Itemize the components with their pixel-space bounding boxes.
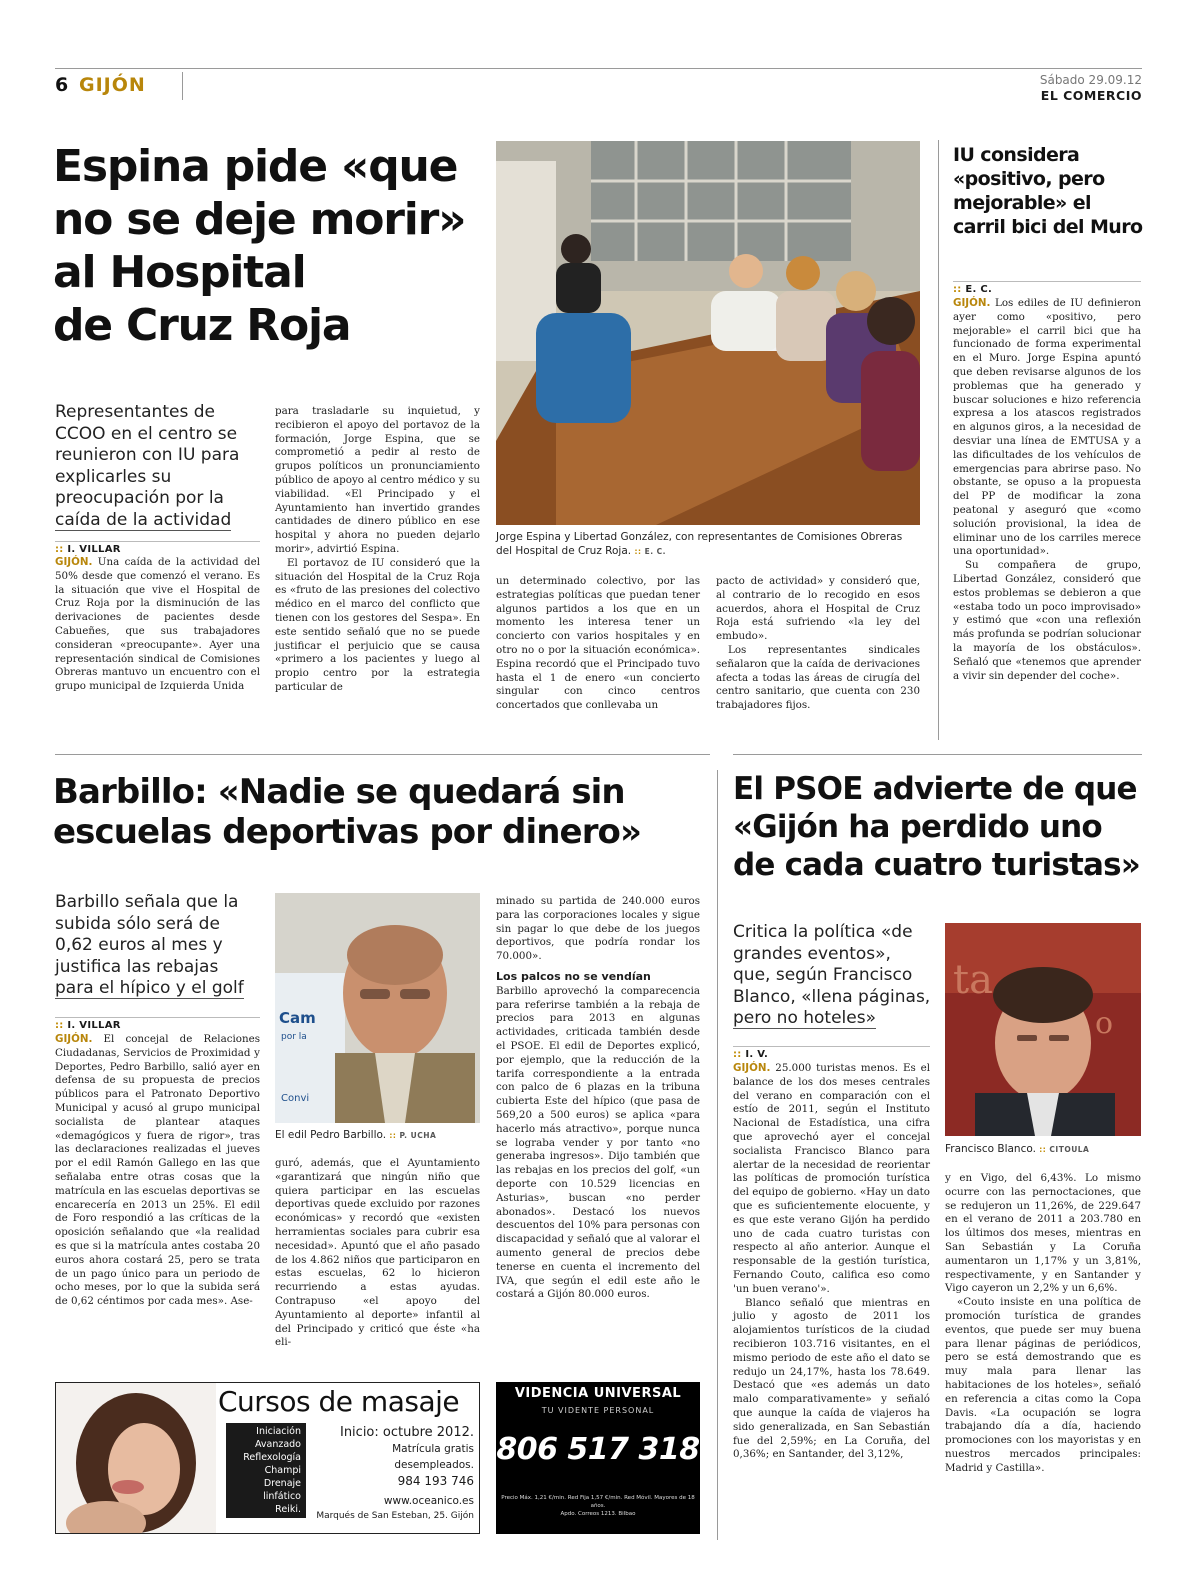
headline-line: de cada cuatro turistas» bbox=[733, 847, 1141, 883]
subhead-line: Blanco, «llena páginas, bbox=[733, 986, 931, 1007]
top-rule bbox=[55, 68, 1142, 69]
paragraph: Barbillo aprovechó la comparecencia para referirse también a la rebaja de precios para 2013 en algunas actividades, criticada también desde el PSOE. El edil de Deportes explicó, por ejemplo, que la reducción de la tarifa correspondiente a la entrada con palco de 6 plazas en la tribuna cubierta Este del hípico (que pasa de 569,20 a 500 euros) se aplica «para hacerlo más atractivo», porque nunca se lograba vender y por tanto «no generaba ingresos». Dijo también que las rebajas en los precios del golf, «un deporte con 10.529 licencias en Asturias», buscan «no perder abonados». Destacó los nuevos descuentos del 10% para personas con discapacidad y señaló que al valorar el aumento general de precios debe tenerse en cuenta el incremento del IVA, que según el edil este año le costará a Gijón 80.000 euros. bbox=[496, 984, 700, 1301]
paragraph: un determinado colectivo, por las estrategias políticas que puedan tener algunos partidos a los que en un momento les interesa tener un concierto con varios hospitales y en otro no o por la situación económica». Espina recordó que el Principado tuvo hasta el 1 de enero «un concierto singular con cinco centros concertados que conllevaba un bbox=[496, 575, 700, 712]
paragraph: Blanco señaló que mientras en julio y agosto de 2011 los alojamientos turísticos de la ciudad recibieron 103.716 visitantes, en el mismo periodo de este año el dato se redujo un 24,17%, hasta los 78.649. Destacó que «es además un dato malo comparativamente» y señaló que aunque la caída de viajeros ha sido generalizada, en San Sebastián fue del 2,59%; en La Coruña, del 0,36%; en Santander, del 3,12%, bbox=[733, 1296, 930, 1461]
body-text: 25.000 turistas menos. Es el balance de los dos meses centrales del verano en comparación con el estío de 2011, según el Instituto Nacional de Estadística, una cifra que aprovechó ayer el concejal socialista Francisco Blanco para alertar de la necesidad de reorientar las políticas de promoción turística del equipo de gobierno. «Hay un dato que es suficientemente elocuente, y es que este verano Gijón ha perdido uno de cada cuatro turistas con respecto al año anterior. Aunque el responsable de la gestión turística, Fernando Couto, califica eso como 'un buen verano'». bbox=[733, 1062, 930, 1295]
article4-subhead bbox=[733, 922, 933, 1030]
paragraph: «Couto insiste en una política de promoción turística de grandes eventos, que puede ser muy buena para llenar páginas de periódicos, pero se está demostrando que es muy mala para llenar las habitaciones de los hoteles», señaló en referencia a citas como la Copa Davis. «La ocupación se logra trabajando día a día, haciendo promociones con los mayoristas y en nuestros mercados principales: Madrid y Castilla». bbox=[945, 1296, 1141, 1474]
course-item: Drenaje linfático bbox=[263, 1478, 301, 1502]
article1-col1 bbox=[55, 556, 260, 694]
caption-text: Francisco Blanco. bbox=[945, 1143, 1036, 1155]
article1-photo-caption bbox=[496, 530, 920, 559]
course-item: Reflexología bbox=[243, 1452, 301, 1463]
paragraph: El portavoz de IU consideró que la situación del Hospital de la Cruz Roja es «fruto de las presiones del colectivo médico en el marco del conflicto que tienen con los gestores del Sespa». En este sentido señaló que no se puede justificar el perjuicio que se causa «primero a los pacientes y luego al propio centro por la estrategia particular de bbox=[275, 556, 480, 693]
subhead-line bbox=[55, 510, 260, 532]
course-item: Reiki. bbox=[275, 1504, 301, 1515]
article1-headline bbox=[53, 140, 465, 352]
credit-name: E. C. bbox=[644, 547, 667, 556]
article1-col3 bbox=[496, 575, 700, 713]
dateline: GIJÓN. bbox=[953, 297, 991, 309]
article4-byline: :: I. V. bbox=[733, 1046, 930, 1060]
headline-line: El PSOE advierte de que bbox=[733, 771, 1137, 807]
subhead-line: grandes eventos», bbox=[733, 943, 891, 964]
course-item: Champi bbox=[264, 1465, 301, 1476]
ad-address: Marqués de San Esteban, 25. Gijón bbox=[316, 1511, 474, 1521]
page-number: 6 bbox=[55, 74, 69, 96]
paragraph: y en Vigo, del 6,43%. Lo mismo ocurre con las pernoctaciones, que se redujeron un 11,26%, de 229.647 en el verano de 2011 a 203.780 en los últimos dos meses, mientras en San Sebastián y La Coruña aumentaron un 1,17% y un 3,81%, respectivamente, y en Santander y Vigo cayeron un 2,2% y un 6,6%. bbox=[945, 1172, 1141, 1295]
headline-line: «positivo, pero bbox=[953, 168, 1105, 190]
publication-name: EL COMERCIO bbox=[1040, 88, 1142, 103]
article2-body bbox=[953, 297, 1141, 683]
page-date: Sábado 29.09.12 bbox=[1039, 73, 1142, 87]
headline-line: al Hospital bbox=[53, 247, 306, 298]
headline-line: escuelas deportivas por dinero» bbox=[53, 812, 642, 852]
paragraph: Su compañera de grupo, Libertad González, consideró que estos problemas se debieron a que «estaba todo un poco improvisado» y estimó que «con una reflexión más profunda se podrían solucionar la mayoría de los obstáculos». Señaló que «tenemos que aprender a vivir sin depender del coche». bbox=[953, 559, 1141, 682]
article3-col1 bbox=[55, 1033, 260, 1309]
ad-promo: Matrícula gratis desempleados. bbox=[392, 1443, 474, 1471]
headline-line: no se deje morir» bbox=[53, 194, 466, 245]
article4-photo bbox=[945, 923, 1141, 1136]
ad-videncia-fineprint bbox=[500, 1494, 696, 1518]
article1-photo bbox=[496, 141, 920, 525]
article4-col2 bbox=[945, 1172, 1141, 1476]
headline-line: «Gijón ha perdido uno bbox=[733, 809, 1102, 845]
dateline: GIJÓN. bbox=[55, 556, 93, 568]
byline-name: E. C. bbox=[965, 284, 993, 295]
dateline: GIJÓN. bbox=[55, 1033, 93, 1045]
svg-text:Cam: Cam bbox=[279, 1009, 316, 1027]
subhead-underlined: pero no hoteles» bbox=[733, 1008, 876, 1028]
ad-videncia-subtitle: TU VIDENTE PERSONAL bbox=[541, 1406, 655, 1415]
photo-credit: :: P. UCHA bbox=[389, 1131, 437, 1140]
svg-text:o: o bbox=[1095, 1006, 1114, 1041]
photo-credit: :: CITOULA bbox=[1039, 1145, 1090, 1154]
ad-massage-title: Cursos de masaje bbox=[218, 1385, 460, 1418]
ad-videncia[interactable] bbox=[496, 1382, 700, 1534]
headline-line: mejorable» el bbox=[953, 192, 1091, 214]
paragraph: Los representantes sindicales señalaron que la caída de derivaciones afecta a todas las áreas de cirugía del centro sanitario, que cuenta con 230 trabajadores fijos. bbox=[716, 643, 920, 712]
byline-name: I. V. bbox=[745, 1049, 769, 1060]
subhead-line bbox=[733, 1008, 933, 1030]
headline-line: Barbillo: «Nadie se quedará sin bbox=[53, 772, 625, 812]
byline-name: I. VILLAR bbox=[67, 544, 121, 555]
ad-videncia-phone: 806 517 318 bbox=[496, 1432, 700, 1467]
body-text: Los ediles de IU definieron ayer como «positivo, pero mejorable» el carril bici que ha funcionado de forma experimental en el Muro. Jorge Espina apuntó que deben revisarse algunos de los problemas que ha generado y buscar soluciones e hizo referencia expresa a los atascos registrados en algunos giros, a la necesidad de desviar una línea de EMTUSA y a las dificultades de los vehículos de emergencias para abrirse paso. No obstante, se opuso a la propuesta del PP de modificar la zona peatonal y aseguró que «como solución provisional, la idea de eliminar uno de los carriles merece una oportunidad». bbox=[953, 297, 1141, 558]
paragraph: para trasladarle su inquietud, y recibieron el apoyo del portavoz de la formación, Jorge Espina, que se comprometió a pedir al resto de grupos políticos un pronunciamiento público de apoyo al centro médico y su viabilidad. «El Principado y el Ayuntamiento han invertido grandes cantidades de dinero público en ese hospital y ahora no pueden dejarlo morir», advirtió Espina. bbox=[275, 405, 480, 555]
article4-headline bbox=[733, 770, 1140, 884]
sidebar-divider bbox=[938, 140, 939, 740]
subhead-line: reunieron con IU para bbox=[55, 445, 240, 465]
article1-subhead bbox=[55, 402, 260, 531]
ad-massage-details bbox=[314, 1425, 474, 1509]
section-title: GIJÓN bbox=[79, 74, 146, 96]
ad-massage[interactable] bbox=[55, 1382, 480, 1534]
ad-website[interactable]: www.oceanico.es bbox=[383, 1495, 474, 1507]
credit-name: CITOULA bbox=[1049, 1145, 1090, 1154]
article1-col4 bbox=[716, 575, 920, 713]
subhead-line: 0,62 euros al mes y bbox=[55, 935, 223, 955]
article2-byline: :: E. C. bbox=[953, 281, 1141, 295]
ad-videncia-title: VIDENCIA UNIVERSAL bbox=[514, 1386, 682, 1401]
body-text: Una caída de la actividad del 50% desde que comenzó el verano. Es la situación que vive el Hospital de Cruz Roja por la disminución de las derivaciones de pacientes desde Cabueñes, que sus trabajadores consideran «preocupante». Ayer una representación sindical de Comisiones Obreras mantuvo un encuentro con el grupo municipal de Izquierda Unida bbox=[55, 556, 260, 693]
headline-line: de Cruz Roja bbox=[53, 300, 351, 351]
article3-photo-caption bbox=[275, 1128, 480, 1143]
paragraph: guró, además, que el Ayuntamiento «garantizará que ningún niño que quiera participar en las escuelas deportivas quede excluido por razones económicas» y recordó que «existen herramientas sociales para cubrir esa necesidad». Apuntó que el año pasado de los 4.862 niños que participaron en estas escuelas, 62 lo hicieron recurriendo a estas ayudas. Contrapuso «el apoyo del Ayuntamiento al deporte» infantil al del Principado y criticó que éste «ha eli- bbox=[275, 1157, 480, 1349]
credit-name: P. UCHA bbox=[399, 1131, 437, 1140]
caption-text: Jorge Espina y Libertad González, con representantes de Comisiones Obreras del Hospital de Cruz Roja. bbox=[496, 531, 903, 557]
dateline: GIJÓN. bbox=[733, 1062, 771, 1074]
headline-line: carril bici del Muro bbox=[953, 216, 1143, 238]
course-item: Avanzado bbox=[254, 1439, 301, 1450]
svg-text:Convi: Convi bbox=[281, 1093, 310, 1104]
article3-col2 bbox=[275, 1157, 480, 1350]
subhead-underlined: para el hípico y el golf bbox=[55, 978, 244, 998]
subhead-line: preocupación por la bbox=[55, 488, 224, 508]
subhead-line: subida sólo será de bbox=[55, 913, 220, 934]
headline-line: Espina pide «que bbox=[53, 141, 458, 192]
ad-massage-list bbox=[226, 1423, 306, 1518]
paragraph: pacto de actividad» y consideró que, al contrario de lo recogido en esos acuerdos, ahora el Hospital de Cruz Roja está sufriendo «la ley del embudo». bbox=[716, 575, 920, 643]
caption-text: El edil Pedro Barbillo. bbox=[275, 1129, 387, 1141]
article3-headline bbox=[53, 772, 641, 852]
subhead-line: CCOO en el centro se bbox=[55, 423, 238, 444]
body-text: El concejal de Relaciones Ciudadanas, Servicios de Proximidad y Deportes, Pedro Barbillo, salió ayer en defensa de su propuesta de precios públicos para el Patronato Deportivo Municipal y acusó al grupo municipal socialista de plantear ataques «demagógicos y fuera de rigor», tras las declaraciones realizadas el jueves por el edil Ramón Gallego en las que señalaba entre otras cosas que la matrícula en las escuelas deportivas se encarecería en 2013 un 25%. El edil de Foro respondió a las críticas de la oposición señalando que «la realidad es que si la matrícula antes costaba 20 euros ahora costará 25, pero se trata de un pago único para un periodo de ocho meses, por lo que la subida será de 0,62 céntimos por cada mes». Ase- bbox=[55, 1033, 260, 1308]
subhead-line: Critica la política «de bbox=[733, 922, 913, 942]
article1-col2 bbox=[275, 405, 480, 695]
subhead-underlined: caída de la actividad bbox=[55, 509, 232, 530]
course-item: Iniciación bbox=[256, 1426, 301, 1437]
article2-headline bbox=[953, 143, 1148, 239]
byline-name: I. VILLAR bbox=[67, 1020, 121, 1031]
fine-print: Apdo. Correos 1213. Bilbao bbox=[560, 1511, 636, 1517]
subhead-line: Representantes de bbox=[55, 402, 215, 422]
ad-massage-photo bbox=[56, 1383, 216, 1534]
subhead-line: justifica las rebajas bbox=[55, 956, 219, 977]
article4-photo-caption bbox=[945, 1142, 1141, 1157]
ad-start: Inicio: octubre 2012. bbox=[339, 1425, 474, 1440]
article3-subhead bbox=[55, 892, 260, 1000]
photo-credit: :: E. C. bbox=[634, 547, 667, 556]
subhead-line bbox=[55, 978, 260, 1000]
section-rule-left bbox=[55, 754, 710, 755]
article3-photo bbox=[275, 893, 480, 1123]
article3-col3 bbox=[496, 895, 700, 1302]
column-divider bbox=[717, 770, 718, 1540]
svg-text:por la: por la bbox=[281, 1032, 307, 1042]
article3-byline: :: I. VILLAR bbox=[55, 1017, 260, 1031]
fine-print: Precio Máx. 1,21 €/min. Red Fija 1,57 €/min. Red Móvil. Mayores de 18 años. bbox=[501, 1495, 695, 1509]
article4-col1 bbox=[733, 1062, 930, 1462]
section-rule-right bbox=[733, 754, 1142, 755]
subhead-line: Barbillo señala que la bbox=[55, 892, 239, 912]
article1-byline: :: I. VILLAR bbox=[55, 541, 260, 555]
article3-subtitle: Los palcos no se vendían bbox=[496, 969, 651, 983]
subhead-line: que, según Francisco bbox=[733, 965, 913, 985]
ad-phone: 984 193 746 bbox=[397, 1474, 474, 1488]
paragraph: minado su partida de 240.000 euros para las corporaciones locales y sigue sin pagar lo que debe de los juegos deportivos, que podría rondar los 70.000». bbox=[496, 895, 700, 963]
svg-text:ta: ta bbox=[953, 957, 993, 1003]
subhead-line: explicarles su bbox=[55, 466, 172, 487]
header-divider bbox=[182, 72, 183, 100]
headline-line: IU considera bbox=[953, 144, 1080, 166]
